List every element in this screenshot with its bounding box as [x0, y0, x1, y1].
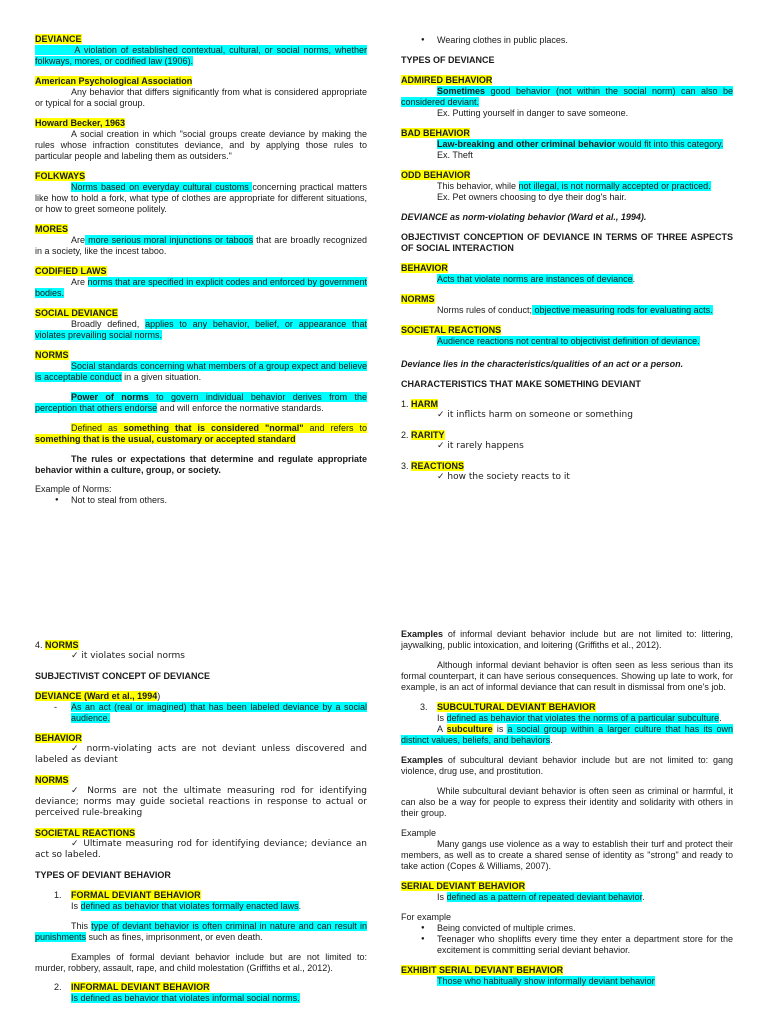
obj-societal-highlight: Audience reactions not central to objectivist definition of deviance. — [437, 336, 700, 346]
folkways-definition — [35, 171, 367, 215]
page2-left-column — [35, 640, 367, 1004]
admired-behavior — [401, 75, 733, 119]
admired-title: ADMIRED BEHAVIOR — [401, 75, 493, 85]
norms-p4: The rules or expectations that determine and regulate appropriate behavior within a culture, group, or society. — [35, 454, 367, 475]
serial-title: SERIAL DEVIANT BEHAVIOR — [401, 881, 526, 891]
bad-highlight: would fit into this category. — [615, 139, 724, 149]
list-item: ● Teenager who shoplifts every time they enter a department store for the excitement is committing serial deviant behavior. — [401, 934, 733, 956]
subjectivist-heading: SUBJECTIVIST CONCEPT OF DEVIANCE — [35, 671, 211, 681]
admired-example: Ex. Putting yourself in danger to save someone. — [437, 108, 629, 118]
rarity-title: RARITY — [411, 430, 445, 440]
obj-norms-highlight: objective measuring rods for evaluating acts. — [532, 305, 713, 315]
norms-p1-rest: in a given situation. — [121, 372, 202, 382]
subculture-term: subculture — [446, 724, 493, 734]
ward-line: DEVIANCE as norm-violating behavior (Ward et al., 1994). — [401, 212, 647, 222]
lies-line: Deviance lies in the characteristics/qualities of an act or a person. — [401, 359, 684, 369]
codified-title: CODIFIED LAWS — [35, 266, 107, 276]
mores-highlight: more serious moral injunctions or taboos — [85, 235, 254, 245]
mores-pre: Are — [71, 235, 86, 245]
subcultural-paragraph: While subcultural deviant behavior is often seen as criminal or harmful, it can also be a way for people to express their identity and solidarity with others in their group. — [401, 786, 733, 818]
bad-behavior — [401, 128, 733, 161]
serial-highlight: defined as a pattern of repeated deviant behavior — [446, 892, 643, 902]
characteristic-norms: 4. NORMS ✓ it violates social norms — [35, 640, 367, 662]
characteristics-heading: CHARACTERISTICS THAT MAKE SOMETHING DEVIANT — [401, 379, 641, 389]
apa-definition — [35, 76, 367, 109]
subjectivist-deviance: DEVIANCE (Ward et al., 1994) - As an act (real or imagined) that has been labeled deviance by a social audience. — [35, 691, 367, 724]
objectivist-heading: OBJECTIVIST CONCEPTION OF DEVIANCE IN TERMS OF THREE ASPECTS OF SOCIAL INTERACTION — [401, 232, 733, 253]
subcultural-highlight: defined as behavior that violates the norms of a particular subculture — [446, 713, 720, 723]
characteristic-reactions: 3. REACTIONS ✓ how the society reacts to it — [401, 461, 733, 483]
subjectivist-societal — [35, 828, 367, 861]
formal-title: FORMAL DEVIANT BEHAVIOR — [71, 890, 201, 900]
mores-rest: that are broadly recognized in a society, like the incest taboo. — [35, 235, 367, 256]
norms-p2-rest: and will enforce the normative standards. — [157, 403, 324, 413]
harm-title: HARM — [411, 399, 439, 409]
example-body: Many gangs use violence as a way to establish their turf and protect their members, as well as to create a shared sense of identity as "strong" and ready to take action (Copes & Williams, 2007). — [401, 839, 733, 871]
objectivist-norms — [401, 294, 733, 316]
obj-norms-title: NORMS — [401, 294, 435, 304]
page-2 — [0, 512, 768, 1024]
mores-title: MORES — [35, 224, 69, 234]
subcultural-examples: Examples of subcultural deviant behavior include but are not limited to: gang violence, drug use, and prostitution. — [401, 755, 733, 776]
page2-right-column — [401, 629, 733, 987]
characteristic-rarity: 2. RARITY ✓ it rarely happens — [401, 430, 733, 452]
norms4-desc: ✓ it violates social norms — [71, 651, 185, 661]
informal-partial: Is defined as behavior that violates informal social norms. — [71, 993, 300, 1003]
norms-p3-bold2: something that is the usual, customary or accepted standard — [35, 434, 296, 444]
subj-societal-desc: ✓ Ultimate measuring rod for identifying deviance; deviance an act so labeled. — [35, 839, 367, 860]
informal-paragraph: Although informal deviant behavior is often seen as less serious than its formal counterpart, it can have serious consequences. Showing up late to work, for example, is an act of informal deviance that can result in dismissal from one's job. — [401, 660, 733, 692]
social-deviance-title: SOCIAL DEVIANCE — [35, 308, 118, 318]
social-deviance-highlight: applies to any behavior, belief, or appearance that violates prevailing social norms. — [35, 319, 367, 340]
formal-p2-highlight: type of deviant behavior is often criminal in nature and can result in punishments — [35, 921, 367, 942]
objectivist-societal — [401, 325, 733, 347]
norms-p3-bold: something that is considered "normal" — [123, 423, 304, 433]
odd-behavior — [401, 170, 733, 203]
types-deviant-behavior-heading: TYPES OF DEVIANT BEHAVIOR — [35, 870, 171, 880]
objectivist-behavior — [401, 263, 733, 285]
exhibit-title: EXHIBIT SERIAL DEVIANT BEHAVIOR — [401, 965, 564, 975]
codified-laws-definition — [35, 266, 367, 299]
bad-example: Ex. Theft — [437, 150, 473, 160]
subjectivist-norms — [35, 775, 367, 819]
reactions-desc: ✓ how the society reacts to it — [437, 472, 570, 482]
codified-pre: Are — [71, 277, 88, 287]
bad-bold: Law-breaking and other criminal behavior — [437, 139, 616, 149]
characteristic-harm: 1. HARM ✓ it inflicts harm on someone or something — [401, 399, 733, 421]
exhibit-partial: Those who habitually show informally deviant behavior — [437, 976, 655, 986]
deviance-title: DEVIANCE — [35, 34, 82, 44]
informal-examples: Examples of informal deviant behavior include but are not limited to: littering, jaywalking, public intoxication, and loitering (Griffiths et al., 2012). — [401, 629, 733, 650]
norms-p3-pre: Defined as — [71, 423, 124, 433]
power-of-norms: Power of norms — [71, 392, 149, 402]
mores-definition — [35, 224, 367, 257]
folkways-rest: concerning practical matters like how to hold a fork, what type of clothes are appropriate for different situations, or how to greet someone politely. — [35, 182, 367, 214]
folkways-title: FOLKWAYS — [35, 171, 86, 181]
norms-p2-highlight: to govern individual behavior derives from the perception that others endorse — [35, 392, 367, 413]
obj-behavior-title: BEHAVIOR — [401, 263, 448, 273]
social-deviance-definition — [35, 308, 367, 341]
subcultural-title: SUBCULTURAL DEVIANT BEHAVIOR — [437, 702, 596, 712]
subj-norms-desc: ✓ Norms are not the ultimate measuring rod for identifying deviance; norms may guide societal reactions in response to actual or perceived rule-breaking — [35, 786, 367, 818]
subj-behavior-title: BEHAVIOR — [35, 733, 82, 743]
obj-societal-title: SOCIETAL REACTIONS — [401, 325, 502, 335]
norms-p1-highlight: Social standards concerning what members of a group expect and believe is acceptable conduct — [35, 361, 367, 382]
subjectivist-behavior — [35, 733, 367, 766]
list-item: ● Being convicted of multiple crimes. — [401, 923, 733, 934]
for-example-label: For example — [401, 912, 452, 922]
formal-p3: Examples of formal deviant behavior include but are not limited to: murder, robbery, assault, rape, and child molestation (Griffiths et al., 2012). — [35, 952, 367, 973]
norms4-title: NORMS — [45, 640, 79, 650]
odd-highlight: not illegal, is not normally accepted or practiced. — [518, 181, 711, 191]
odd-pre: This behavior, while — [437, 181, 519, 191]
reactions-title: REACTIONS — [411, 461, 465, 471]
social-deviance-pre: Broadly defined, — [71, 319, 146, 329]
codified-highlight: norms that are specified in explicit codes and enforced by government bodies. — [35, 277, 367, 298]
informal-title: INFORMAL DEVIANT BEHAVIOR — [71, 982, 210, 992]
examples-of-norms — [35, 484, 367, 506]
gang-example — [401, 828, 733, 872]
list-item: ● Wearing clothes in public places. — [401, 35, 733, 46]
becker-body: A social creation in which "social groups create deviance by making the rules whose infraction constitutes deviance, and by applying those rules to particular people and labeling them as outsiders." — [35, 129, 367, 161]
deviance-definition — [35, 34, 367, 67]
page1-left-column — [35, 34, 367, 506]
exhibit-serial-deviant-behavior — [401, 965, 733, 987]
subj-deviance-title: DEVIANCE (Ward et al., 1994 — [35, 691, 158, 701]
norms-title: NORMS — [35, 350, 69, 360]
subcultural-deviant-behavior: 3. SUBCULTURAL DEVIANT BEHAVIOR Is defined as behavior that violates the norms of a particular subculture. A subculture is a social group within a larger culture that has its own distinct values, beliefs, and behaviors. — [401, 702, 733, 745]
subj-societal-title: SOCIETAL REACTIONS — [35, 828, 136, 838]
list-item: ● Not to steal from others. — [35, 495, 367, 506]
obj-norms-pre: Norms rules of conduct; — [437, 305, 533, 315]
examples-label: Example of Norms: — [35, 484, 112, 494]
serial-deviant-behavior: SERIAL DEVIANT BEHAVIOR Is defined as a pattern of repeated deviant behavior. — [401, 881, 645, 902]
odd-example: Ex. Pet owners choosing to dye their dog's hair. — [437, 192, 627, 202]
admired-highlight: good behavior (not within the social norm) can also be considered deviant. — [401, 86, 733, 107]
subj-deviance-item: As an act (real or imagined) that has been labeled deviance by a social audience. — [71, 702, 367, 723]
formal-highlight: defined as behavior that violates formally enacted laws — [80, 901, 299, 911]
subj-behavior-desc: ✓ norm-violating acts are not deviant unless discovered and labeled as deviant — [35, 744, 367, 765]
becker-definition — [35, 118, 367, 162]
example-label: Example — [401, 828, 437, 838]
obj-behavior-rest: . — [632, 274, 636, 284]
becker-title: Howard Becker, 1963 — [35, 118, 126, 128]
serial-examples — [401, 912, 733, 956]
informal-deviant-behavior: 2. INFORMAL DEVIANT BEHAVIOR Is defined as behavior that violates informal social norms. — [54, 982, 300, 1003]
norms-definition — [35, 350, 367, 476]
deviance-body: A violation of established contextual, cultural, or social norms, whether folkways, mores, or codified law (1906). — [35, 45, 367, 66]
apa-title: American Psychological Association — [35, 76, 193, 86]
harm-desc: ✓ it inflicts harm on someone or something — [437, 410, 633, 420]
norms-p3-mid: and refers to — [303, 423, 368, 433]
obj-behavior-highlight: Acts that violate norms are instances of deviance — [437, 274, 633, 284]
odd-title: ODD BEHAVIOR — [401, 170, 471, 180]
bad-title: BAD BEHAVIOR — [401, 128, 470, 138]
subculture-highlight: a social group within a larger culture that has its own distinct values, beliefs, and behaviors — [401, 724, 733, 745]
types-of-deviance-heading: TYPES OF DEVIANCE — [401, 55, 495, 65]
admired-bold: Sometimes — [437, 86, 486, 96]
rarity-desc: ✓ it rarely happens — [437, 441, 524, 451]
formal-deviant-behavior: 1. FORMAL DEVIANT BEHAVIOR Is defined as behavior that violates formally enacted laws. This type of deviant behavior is often criminal in nature and can result in punishments such as fines, imprisonment, or even death. Examples of formal deviant behavior include but are not limited to: murder, robbery, assault, rape, and child molestation (Griffiths et al., 2012). — [35, 890, 367, 973]
subj-norms-title: NORMS — [35, 775, 69, 785]
page1-right-column — [401, 35, 733, 492]
folkways-highlight: Norms based on everyday cultural customs — [71, 182, 253, 192]
apa-body: Any behavior that differs significantly from what is considered appropriate or typical for a social group. — [35, 87, 367, 108]
